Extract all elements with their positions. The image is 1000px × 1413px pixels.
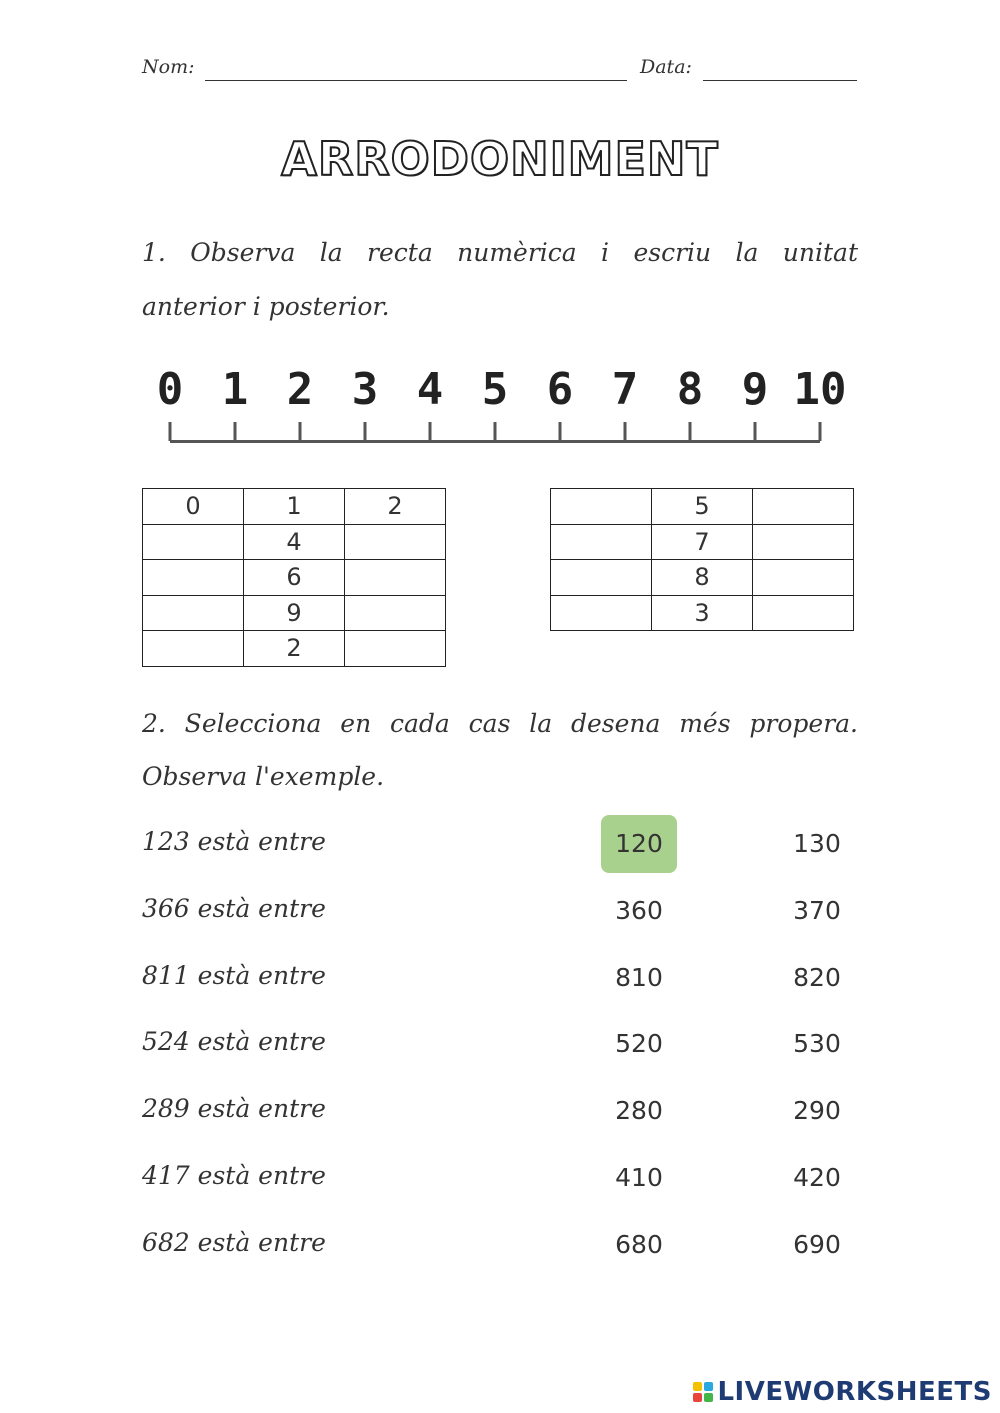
exercise1-instruction-line2: anterior i posterior.	[142, 292, 390, 321]
row-label: 366 està entre	[142, 893, 326, 923]
table-right	[550, 488, 854, 631]
higher-ten-option[interactable]: 690	[793, 1229, 841, 1259]
lower-ten-option[interactable]: 520	[615, 1029, 663, 1059]
table-row	[143, 560, 446, 596]
next-unit-cell[interactable]	[753, 560, 854, 596]
page-title: ARRODONIMENT	[281, 132, 719, 186]
next-unit-cell[interactable]	[753, 595, 854, 631]
table-row	[143, 595, 446, 631]
table-row	[143, 524, 446, 560]
given-number-cell: 8	[652, 560, 753, 596]
previous-unit-cell[interactable]	[551, 560, 652, 596]
previous-unit-cell[interactable]	[551, 489, 652, 525]
name-line	[205, 80, 627, 81]
number-line-tick	[754, 422, 757, 441]
date-line	[703, 80, 857, 81]
number-line-label: 3	[351, 364, 379, 415]
given-number-cell: 2	[244, 631, 345, 667]
table-row	[551, 524, 854, 560]
number-line-label: 10	[793, 364, 847, 415]
number-line-label: 7	[611, 364, 639, 415]
given-number-cell: 4	[244, 524, 345, 560]
number-line-tick	[169, 422, 172, 441]
higher-ten-option[interactable]: 370	[793, 895, 841, 925]
number-line-tick	[819, 422, 822, 441]
table-row	[551, 489, 854, 525]
brand-text: LIVEWORKSHEETS	[717, 1377, 992, 1407]
number-line-tick	[559, 422, 562, 441]
given-number-cell: 5	[652, 489, 753, 525]
number-line-label: 6	[546, 364, 574, 415]
higher-ten-option[interactable]: 820	[793, 962, 841, 992]
liveworksheets-logo-icon	[693, 1382, 713, 1402]
previous-unit-cell[interactable]	[143, 595, 244, 631]
lower-ten-option[interactable]: 810	[615, 962, 663, 992]
next-unit-cell[interactable]	[345, 631, 446, 667]
higher-ten-option[interactable]: 290	[793, 1096, 841, 1126]
row-label: 682 està entre	[142, 1227, 326, 1257]
next-unit-cell[interactable]	[753, 489, 854, 525]
table-row	[551, 595, 854, 631]
lower-ten-option[interactable]: 120	[601, 815, 677, 873]
lower-ten-option[interactable]: 680	[615, 1229, 663, 1259]
row-label: 524 està entre	[142, 1027, 326, 1057]
name-label: Nom:	[142, 56, 195, 78]
number-line-tick	[494, 422, 497, 441]
given-number-cell: 6	[244, 560, 345, 596]
liveworksheets-brand	[693, 1377, 992, 1407]
previous-unit-cell: 0	[143, 489, 244, 525]
row-label: 811 està entre	[142, 960, 326, 990]
number-line-label: 0	[156, 364, 184, 415]
exercise2-instruction-line2: Observa l'exemple.	[142, 762, 385, 791]
number-line-label: 1	[221, 364, 249, 415]
previous-unit-cell[interactable]	[143, 631, 244, 667]
number-line-tick	[689, 422, 692, 441]
given-number-cell: 7	[652, 524, 753, 560]
table-left	[142, 488, 446, 667]
given-number-cell: 1	[244, 489, 345, 525]
previous-unit-cell[interactable]	[143, 524, 244, 560]
table-row	[143, 631, 446, 667]
next-unit-cell[interactable]	[753, 524, 854, 560]
previous-unit-cell[interactable]	[551, 524, 652, 560]
number-line-tick	[299, 422, 302, 441]
higher-ten-option[interactable]: 420	[793, 1163, 841, 1192]
number-line-label: 5	[481, 364, 509, 415]
number-line-tick	[364, 422, 367, 441]
number-line-tick	[429, 422, 432, 441]
higher-ten-option[interactable]: 530	[793, 1029, 841, 1059]
next-unit-cell[interactable]	[345, 524, 446, 560]
table-row	[143, 489, 446, 525]
higher-ten-option[interactable]: 130	[793, 829, 841, 858]
table-row	[551, 560, 854, 596]
number-line-label: 9	[741, 364, 769, 415]
next-unit-cell: 2	[345, 489, 446, 525]
next-unit-cell[interactable]	[345, 595, 446, 631]
row-label: 123 està entre	[142, 827, 326, 856]
exercise1-instruction-line1: 1. Observa la recta numèrica i escriu la unitat	[142, 238, 858, 267]
number-line-tick	[624, 422, 627, 441]
next-unit-cell[interactable]	[345, 560, 446, 596]
number-line-label: 2	[286, 364, 314, 415]
previous-unit-cell[interactable]	[143, 560, 244, 596]
row-label: 417 està entre	[142, 1161, 326, 1190]
number-line-label: 4	[416, 364, 444, 415]
date-label: Data:	[640, 56, 692, 78]
lower-ten-option[interactable]: 360	[615, 895, 663, 925]
previous-unit-cell[interactable]	[551, 595, 652, 631]
row-label: 289 està entre	[142, 1094, 326, 1124]
given-number-cell: 3	[652, 595, 753, 631]
number-line-tick	[234, 422, 237, 441]
exercise2-instruction-line1: 2. Selecciona en cada cas la desena més propera.	[142, 709, 858, 738]
number-line-label: 8	[676, 364, 704, 415]
lower-ten-option[interactable]: 280	[615, 1096, 663, 1126]
lower-ten-option[interactable]: 410	[615, 1163, 663, 1192]
given-number-cell: 9	[244, 595, 345, 631]
